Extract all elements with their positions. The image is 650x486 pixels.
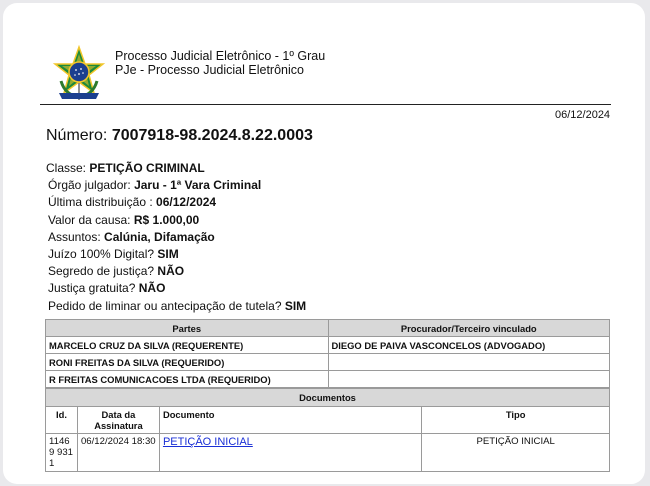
field-label: Classe: [46, 161, 87, 175]
field-label: Juízo 100% Digital? [48, 246, 155, 261]
field-label: Órgão julgador: [48, 178, 131, 193]
table-row [46, 354, 610, 371]
header-divider [40, 104, 611, 105]
field-valor-causa [48, 212, 306, 229]
field-label: Justiça gratuita? [48, 281, 136, 296]
document-date: 06/12/2024 [555, 109, 611, 121]
field-segredo-justica [48, 263, 306, 280]
documents-table [45, 388, 610, 472]
field-value: NÃO [138, 281, 166, 296]
process-number-value: 7007918-98.2024.8.22.0003 [111, 127, 313, 144]
table-row [46, 371, 610, 388]
field-value: 06/12/2024 [156, 195, 217, 210]
field-juizo-digital [48, 246, 306, 263]
party-name: MARCELO CRUZ DA SILVA (REQUERENTE) [46, 337, 329, 354]
table-row [46, 337, 610, 354]
field-ultima-distribuicao [48, 194, 306, 211]
brazil-coat-of-arms-icon [51, 45, 107, 103]
attorney-name [328, 371, 609, 388]
field-orgao-julgador [48, 177, 306, 194]
documents-title: Documentos [46, 389, 610, 407]
process-fields [48, 160, 306, 315]
system-title: Processo Judicial Eletrônico - 1º Grau [115, 49, 326, 63]
field-value: Jaru - 1ª Vara Criminal [134, 178, 262, 193]
party-name: RONI FREITAS DA SILVA (REQUERIDO) [46, 354, 329, 371]
field-label: Assuntos: [48, 229, 101, 244]
field-classe [46, 160, 306, 177]
attorney-name [328, 354, 609, 371]
field-pedido-liminar [48, 298, 306, 315]
doc-date: 06/12/2024 18:30 [77, 434, 159, 472]
process-number-label: Número: [46, 127, 108, 144]
field-label: Pedido de liminar ou antecipação de tutela? [48, 298, 282, 313]
doc-cell [159, 434, 421, 472]
field-value: SIM [157, 246, 179, 261]
party-name: R FREITAS COMUNICACOES LTDA (REQUERIDO) [46, 371, 329, 388]
attorney-name: DIEGO DE PAIVA VASCONCELOS (ADVOGADO) [328, 337, 609, 354]
field-label: Última distribuição : [48, 195, 153, 210]
field-assuntos [48, 229, 306, 246]
field-value: SIM [284, 298, 307, 313]
field-label: Valor da causa: [48, 212, 131, 227]
col-data-header: Data da Assinatura [77, 407, 159, 434]
doc-id: 11469 9311 [46, 434, 78, 472]
document-page [3, 3, 645, 484]
field-value: NÃO [157, 264, 185, 279]
parties-header: Partes [46, 320, 329, 337]
attorney-header: Procurador/Terceiro vinculado [328, 320, 609, 337]
doc-type: PETIÇÃO INICIAL [422, 434, 610, 472]
field-justica-gratuita [48, 280, 306, 297]
col-id-header: Id. [46, 407, 78, 434]
field-value: Calúnia, Difamação [104, 229, 215, 244]
document-link[interactable]: PETIÇÃO INICIAL [162, 436, 253, 448]
field-label: Segredo de justiça? [48, 264, 155, 279]
system-subtitle: PJe - Processo Judicial Eletrônico [115, 63, 304, 77]
field-value: PETIÇÃO CRIMINAL [89, 161, 205, 175]
field-value: R$ 1.000,00 [133, 212, 200, 227]
table-row [46, 434, 610, 472]
col-tipo-header: Tipo [422, 407, 610, 434]
parties-table [45, 319, 610, 388]
col-documento-header: Documento [159, 407, 421, 434]
process-number [46, 127, 313, 145]
